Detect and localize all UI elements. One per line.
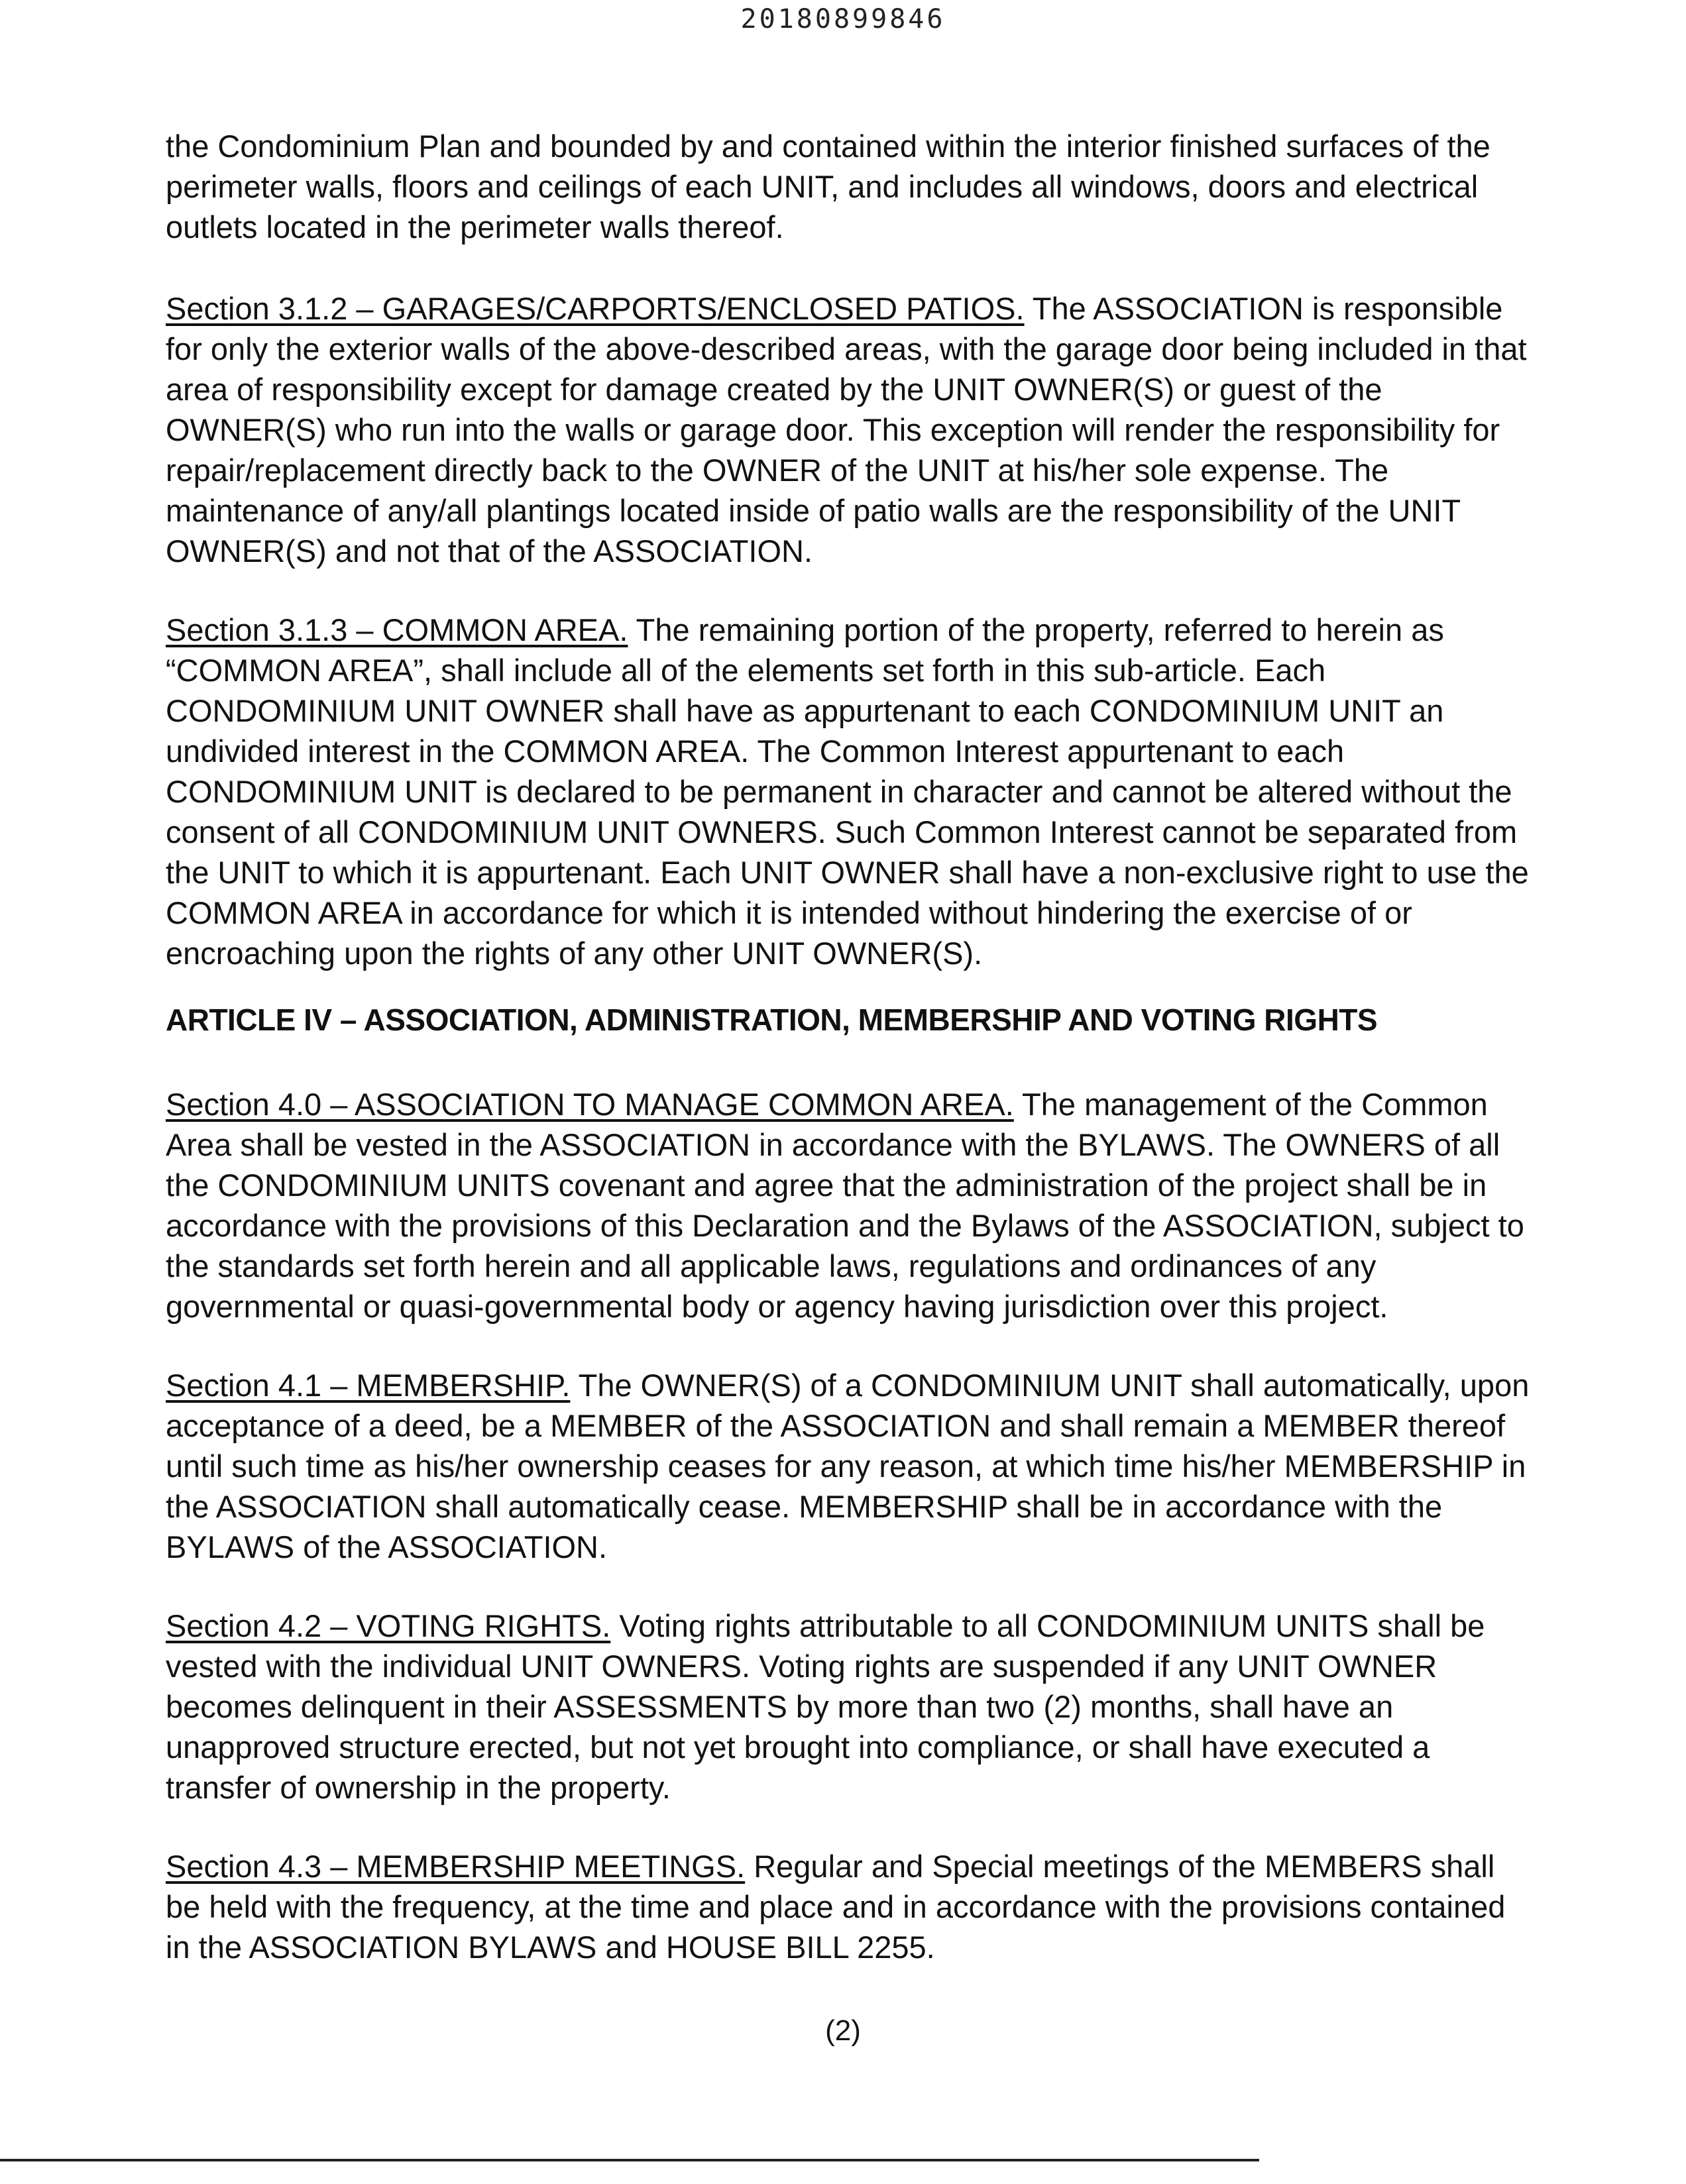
section-text: The ASSOCIATION is responsible for only the exterior walls of the above-described areas, with the garage door being included in that area of responsibility except for damage created by the UNIT OWNER(S) or guest of the OWNER(S) who run into the walls or garage door. This exception will render the responsibility for repair/replacement directly back to the OWNER of the UNIT at his/her sole expense. The maintenance of any/all plantings located inside of patio walls are the responsibility of the UNIT OWNER(S) and not that of the ASSOCIATION. xyxy=(166,291,1527,569)
section-3-1-2 xyxy=(166,288,1531,571)
paragraph-condominium-plan xyxy=(166,126,1531,247)
section-heading: Section 4.0 – ASSOCIATION TO MANAGE COMMON AREA. xyxy=(166,1087,1014,1122)
section-text: The management of the Common Area shall be vested in the ASSOCIATION in accordance with the BYLAWS. The OWNERS of all the CONDOMINIUM UNITS covenant and agree that the administration of the project shall be in accordance with the provisions of this Declaration and the Bylaws of the ASSOCIATION, subject to the standards set forth herein and all applicable laws, regulations and ordinances of any governmental or quasi-governmental body or agency having jurisdiction over this project. xyxy=(166,1087,1524,1324)
section-4-0 xyxy=(166,1084,1531,1327)
bottom-divider xyxy=(0,2159,1259,2161)
page-number: (2) xyxy=(825,2014,861,2047)
document-body xyxy=(166,126,1531,2006)
paragraph-text: the Condominium Plan and bounded by and contained within the interior finished surfaces of the perimeter walls, floors and ceilings of each UNIT, and includes all windows, doors and electrical outlets located in the perimeter walls thereof. xyxy=(166,129,1490,245)
section-text: Voting rights attributable to all CONDOMINIUM UNITS shall be vested with the individual UNIT OWNERS. Voting rights are suspended if any UNIT OWNER becomes delinquent in their ASSESSMENTS by more than two (2) months, shall have an unapproved structure erected, but not yet brought into compliance, or shall have executed a transfer of ownership in the property. xyxy=(166,1608,1485,1805)
section-4-1 xyxy=(166,1365,1531,1567)
section-heading: Section 4.3 – MEMBERSHIP MEETINGS. xyxy=(166,1849,746,1884)
section-heading: Section 3.1.3 – COMMON AREA. xyxy=(166,612,628,647)
section-text: The OWNER(S) of a CONDOMINIUM UNIT shall automatically, upon acceptance of a deed, be a MEMBER of the ASSOCIATION and shall remain a MEMBER thereof until such time as his/her ownership ceases for any reason, at which time his/her MEMBERSHIP in the ASSOCIATION shall automatically cease. MEMBERSHIP shall be in accordance with the BYLAWS of the ASSOCIATION. xyxy=(166,1368,1530,1564)
section-text: The remaining portion of the property, referred to herein as “COMMON AREA”, shall include all of the elements set forth in this sub-article. Each CONDOMINIUM UNIT OWNER shall have as appurtenant to each CONDOMINIUM UNIT an undivided interest in the COMMON AREA. The Common Interest appurtenant to each CONDOMINIUM UNIT is declared to be permanent in character and cannot be altered without the consent of all CONDOMINIUM UNIT OWNERS. Such Common Interest cannot be separated from the UNIT to which it is appurtenant. Each UNIT OWNER shall have a non-exclusive right to use the COMMON AREA in accordance for which it is intended without hindering the exercise of or encroaching upon the rights of any other UNIT OWNER(S). xyxy=(166,612,1529,971)
section-heading: Section 4.2 – VOTING RIGHTS. xyxy=(166,1608,611,1643)
section-heading: Section 4.1 – MEMBERSHIP. xyxy=(166,1368,571,1403)
section-4-2 xyxy=(166,1606,1531,1808)
section-4-3 xyxy=(166,1846,1531,1967)
document-number: 20180899846 xyxy=(740,4,946,34)
section-3-1-3 xyxy=(166,610,1531,973)
section-text: Regular and Special meetings of the MEMBERS shall be held with the frequency, at the time and place and in accordance with the provisions contained in the ASSOCIATION BYLAWS and HOUSE BILL 2255. xyxy=(166,1849,1506,1965)
article-heading: ARTICLE IV – ASSOCIATION, ADMINISTRATION, MEMBERSHIP AND VOTING RIGHTS xyxy=(166,1003,1378,1037)
section-heading: Section 3.1.2 – GARAGES/CARPORTS/ENCLOSED PATIOS. xyxy=(166,291,1025,326)
